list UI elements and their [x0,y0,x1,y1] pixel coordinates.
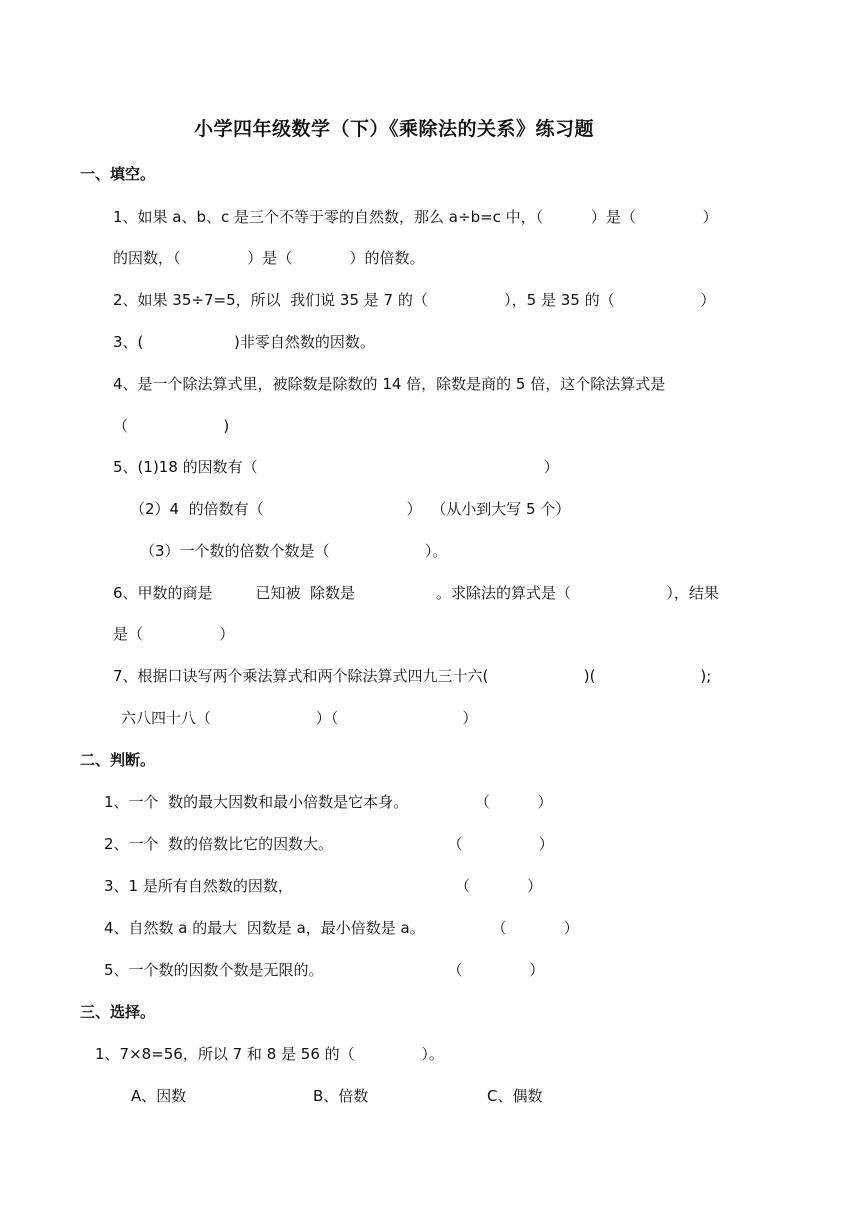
section-heading-fill: 一、填空。 [80,165,156,183]
fill-q7-line2: 六八四十八（ ）（ ） [121,709,478,727]
page-title: 小学四年级数学（下）《乘除法的关系》练习题 [194,118,595,140]
fill-q1-line1: 1、如果 a、b、c 是三个不等于零的自然数，那么 a÷b=c 中，（ ）是（ ） [113,208,718,226]
judge-item-3: 3、1 是所有自然数的因数， （ ） [104,877,543,895]
fill-q6-line2: 是（ ） [113,625,235,643]
judge-item-2: 2、一个 数的倍数比它的因数大。 （ ） [104,835,554,853]
fill-q1-line2: 的因数，（ ）是（ ）的倍数。 [113,249,425,267]
fill-q6-line1: 6、甲数的商是 已知被 除数是 。求除法的算式是（ ），结果 [113,584,719,602]
fill-q5-part1: 5、(1)18 的因数有（ ） [113,458,559,476]
fill-q4-line1: 4、是一个除法算式里，被除数是除数的 14 倍，除数是商的 5 倍，这个除法算式是 [113,375,666,393]
judge-item-5: 5、一个数的因数个数是无限的。 （ ） [104,961,545,979]
fill-q3: 3、( )非零自然数的因数。 [113,333,375,351]
judge-item-4: 4、自然数 a 的最大 因数是 a，最小倍数是 a。 （ ） [104,919,579,937]
section-heading-judge: 二、判断。 [80,751,156,769]
fill-q2: 2、如果 35÷7=5，所以 我们说 35 是 7 的（ ），5 是 35 的（ ） [113,291,716,309]
choice-option-a: A、因数 [131,1087,187,1105]
choice-option-b: B、倍数 [313,1087,369,1105]
fill-q4-line2: （ ) [113,417,230,435]
section-heading-choice: 三、选择。 [80,1003,156,1021]
fill-q5-part3: （3）一个数的倍数个数是（ ）。 [140,542,448,560]
judge-item-1: 1、一个 数的最大因数和最小倍数是它本身。 （ ） [104,793,553,811]
choice-option-c: C、偶数 [487,1087,543,1105]
fill-q5-part2: （2）4 的倍数有（ ） （从小到大写 5 个） [130,500,571,518]
choice-q1: 1、7×8=56，所以 7 和 8 是 56 的（ ）。 [95,1045,444,1063]
fill-q7-line1: 7、根据口诀写两个乘法算式和两个除法算式四九三十六( )( ); [113,667,712,685]
